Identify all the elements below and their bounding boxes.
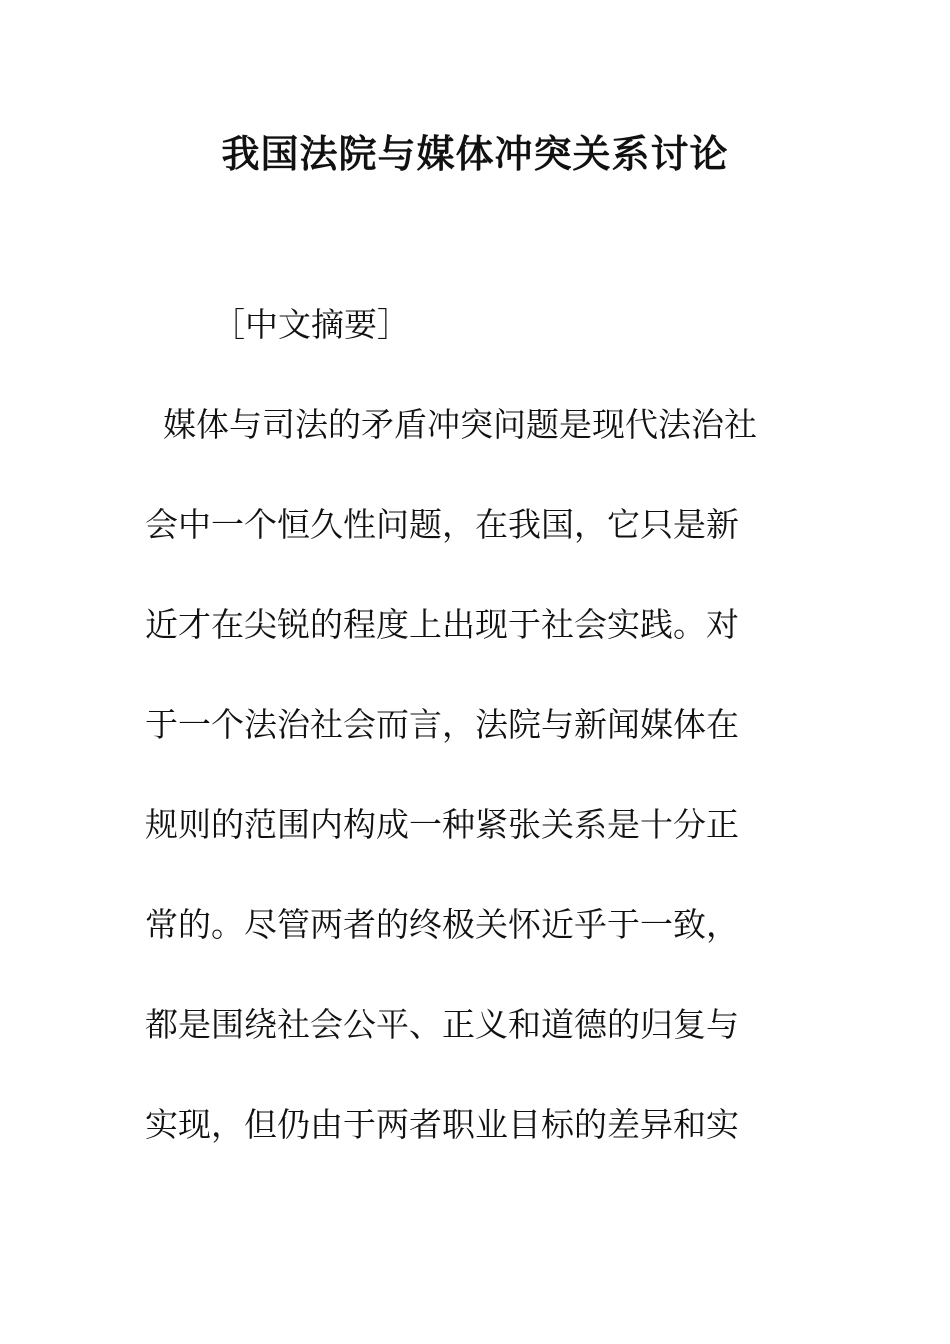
paragraph-line: 会中一个恒久性问题，在我国，它只是新 [145, 505, 739, 544]
abstract-heading: ［中文摘要］ [212, 305, 410, 344]
document-title: 我国法院与媒体冲突关系讨论 [221, 131, 729, 176]
paragraph-line: 常的。尽管两者的终极关怀近乎于一致， [145, 905, 739, 944]
paragraph-line: 都是围绕社会公平、正义和道德的归复与 [145, 1005, 739, 1044]
paragraph-line: 实现，但仍由于两者职业目标的差异和实 [145, 1105, 739, 1144]
paragraph-line: 规则的范围内构成一种紧张关系是十分正 [145, 805, 739, 844]
paragraph-line: 于一个法治社会而言，法院与新闻媒体在 [145, 705, 739, 744]
paragraph-line: 近才在尖锐的程度上出现于社会实践。对 [145, 605, 739, 644]
paragraph-line: 媒体与司法的矛盾冲突问题是现代法治社 [163, 405, 757, 444]
